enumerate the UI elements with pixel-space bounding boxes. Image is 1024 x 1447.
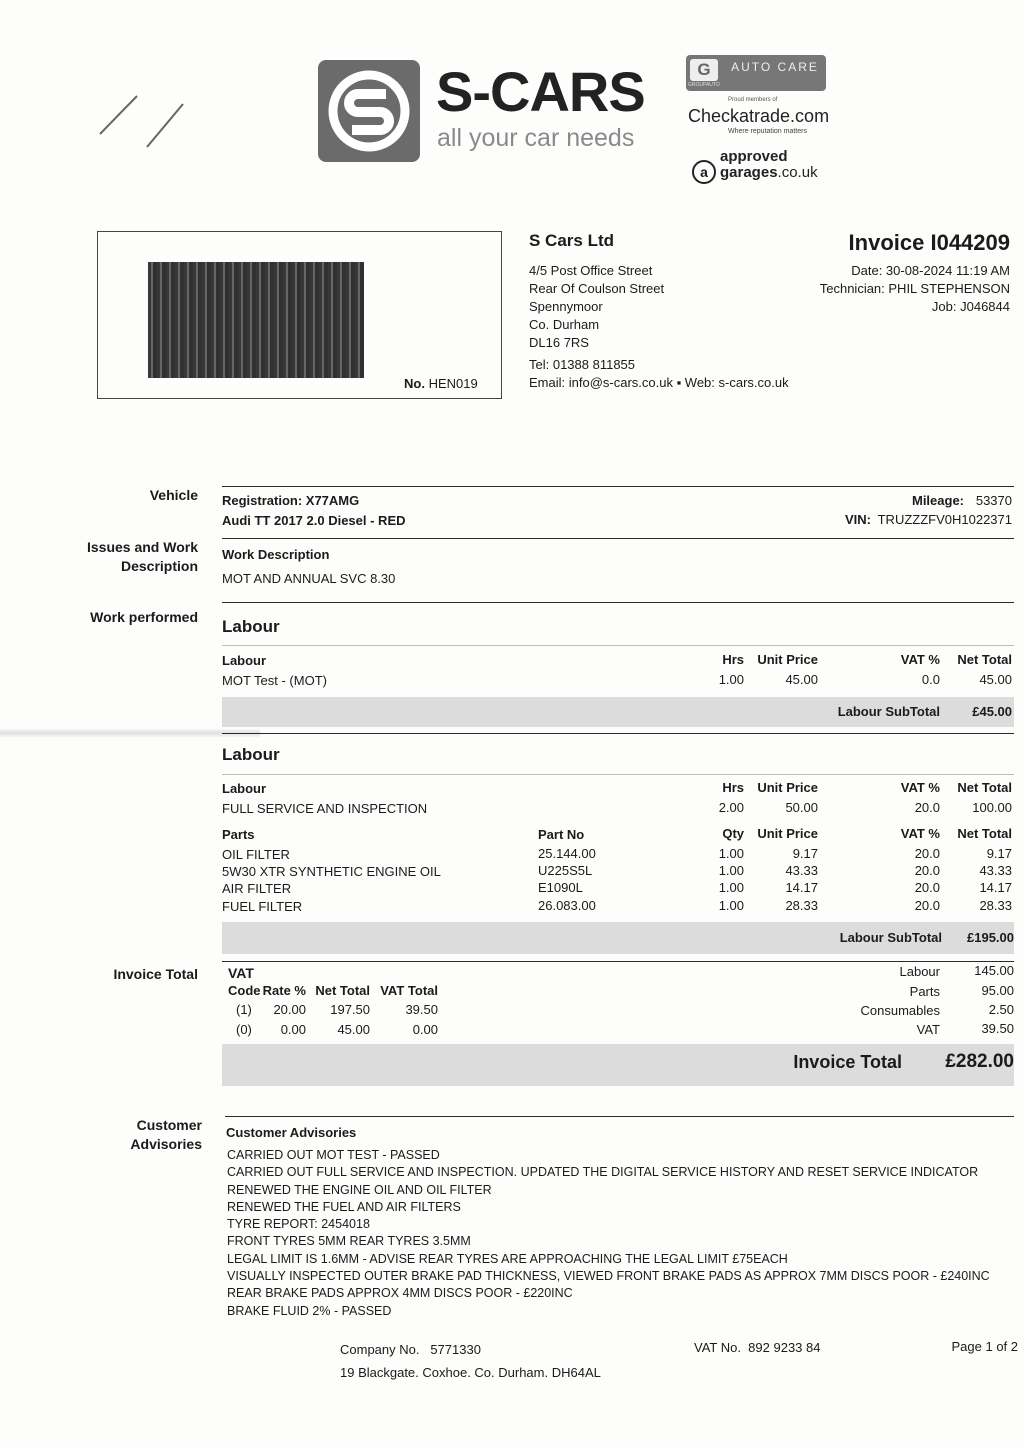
total-label-labour: Labour xyxy=(899,964,940,979)
total-label-vat: VAT xyxy=(916,1022,940,1037)
labour1-header-vat: VAT % xyxy=(900,652,940,667)
redacted-address-block xyxy=(148,262,364,378)
approved-garages-line1: approved xyxy=(720,148,788,165)
brand-tagline: all your car needs xyxy=(437,124,635,152)
parts-header-vat: VAT % xyxy=(900,826,940,841)
customer-address-box xyxy=(97,231,502,399)
approved-garages-icon: a xyxy=(692,160,716,184)
mileage-label: Mileage: xyxy=(911,493,964,508)
scan-fold-shadow xyxy=(0,728,260,738)
parts-header-unit: Unit Price xyxy=(757,826,818,841)
groupauto-icon: G xyxy=(690,59,718,81)
list-item: FRONT TYRES 5MM REAR TYRES 3.5MM xyxy=(227,1234,471,1249)
labour1-row-vat: 0.0 xyxy=(921,672,940,687)
labour1-header-net: Net Total xyxy=(957,652,1012,667)
vat-header-code: Code xyxy=(228,983,261,998)
s-cars-logo-icon xyxy=(318,60,420,162)
mileage-value: 53370 xyxy=(975,493,1012,508)
vin-value: TRUZZZFV0H1022371 xyxy=(877,512,1012,527)
list-item: REAR BRAKE PADS APPROX 4MM DISCS POOR - £220INC xyxy=(227,1286,573,1301)
vat-row-net: 45.00 xyxy=(337,1022,370,1037)
part-vat: 20.0 xyxy=(914,898,940,913)
section-label-work: Work performed xyxy=(90,609,198,625)
advisories-heading: Customer Advisories xyxy=(226,1125,357,1140)
total-value-consumables: 2.50 xyxy=(988,1002,1014,1017)
labour2-title-rule xyxy=(222,774,1014,775)
vehicle-top-rule xyxy=(222,486,1014,487)
footer-company-no: Company No. 5771330 xyxy=(340,1342,481,1357)
approved-garages-word: garages xyxy=(720,164,778,181)
company-address xyxy=(529,262,789,392)
list-item: VISUALLY INSPECTED OUTER BRAKE PAD THICKNESS, VIEWED FRONT BRAKE PADS AS APPROX 7MM DISCS POOR - £240INC xyxy=(227,1269,990,1284)
invoice-title: Invoice I044209 xyxy=(848,230,1010,255)
list-item: RENEWED THE FUEL AND AIR FILTERS xyxy=(227,1199,461,1214)
vat-row-code: (0) xyxy=(236,1022,252,1037)
section-label-vehicle: Vehicle xyxy=(149,487,198,503)
total-label-consumables: Consumables xyxy=(860,1003,940,1018)
invoice-meta xyxy=(820,262,1010,316)
company-email-web: Email: info@s-cars.co.uk ▪ Web: s-cars.co.uk xyxy=(529,375,789,390)
section-label-issues: Issues and Work Description xyxy=(86,539,198,574)
advisories-top-rule xyxy=(225,1116,1014,1117)
invoice-date: Date: 30-08-2024 11:19 AM xyxy=(851,263,1010,278)
total-label-parts: Parts xyxy=(909,984,940,999)
part-number: 25.144.00 xyxy=(538,846,596,861)
part-net: 9.17 xyxy=(986,846,1012,861)
groupauto-label: GROUPAUTO xyxy=(688,82,720,88)
parts-header-net: Net Total xyxy=(957,826,1012,841)
address-line: 4/5 Post Office Street xyxy=(529,263,653,278)
total-value-labour: 145.00 xyxy=(974,963,1014,978)
table-row: 5W30 XTR SYNTHETIC ENGINE OIL xyxy=(222,864,441,879)
vat-row-vat: 0.00 xyxy=(412,1022,438,1037)
part-qty: 1.00 xyxy=(718,846,744,861)
list-item: TYRE REPORT: 2454018 xyxy=(227,1217,370,1232)
company-tel: Tel: 01388 811855 xyxy=(529,357,636,372)
list-item: CARRIED OUT FULL SERVICE AND INSPECTION. UPDATED THE DIGITAL SERVICE HISTORY AND RESET SERVICE INDICATOR xyxy=(227,1165,979,1180)
labour2-subtotal-label: Labour SubTotal xyxy=(839,930,942,945)
checkatrade-tagline: Where reputation matters xyxy=(728,128,807,135)
labour2-row-vat: 20.0 xyxy=(914,800,940,815)
autocare-label: AUTO CARE xyxy=(731,60,819,74)
labour2-row-net: 100.00 xyxy=(972,800,1012,815)
labour1-subtotal-value: £45.00 xyxy=(972,704,1012,719)
vehicle-model: Audi TT 2017 2.0 Diesel - RED xyxy=(222,513,406,528)
vehicle-registration: Registration: X77AMG xyxy=(222,493,360,508)
address-line: Spennymoor xyxy=(529,299,603,314)
pen-mark-decoration xyxy=(95,92,195,152)
vat-row-code: (1) xyxy=(236,1002,252,1017)
vat-header-vat: VAT Total xyxy=(380,983,438,998)
work-description-heading: Work Description xyxy=(222,547,330,562)
labour2-header-net: Net Total xyxy=(957,780,1012,795)
invoice-technician: Technician: PHIL STEPHENSON xyxy=(819,281,1010,296)
labour1-row-net: 45.00 xyxy=(979,672,1012,687)
labour2-header-vat: VAT % xyxy=(900,780,940,795)
labour1-header-unit: Unit Price xyxy=(757,652,818,667)
approved-garages-domain: .co.uk xyxy=(777,164,818,181)
labour1-header-item: Labour xyxy=(222,653,267,668)
labour1-title: Labour xyxy=(222,617,280,636)
list-item: LEGAL LIMIT IS 1.6MM - ADVISE REAR TYRES ARE APPROACHING THE LEGAL LIMIT £75EACH xyxy=(227,1251,788,1266)
customer-number-label: No. xyxy=(404,376,425,391)
part-qty: 1.00 xyxy=(718,898,744,913)
part-number: E1090L xyxy=(538,880,583,895)
total-value-parts: 95.00 xyxy=(981,983,1014,998)
approved-garages-line2 xyxy=(720,164,818,181)
work-description-rule xyxy=(222,538,1014,539)
table-row: OIL FILTER xyxy=(222,847,290,862)
table-row: AIR FILTER xyxy=(222,881,292,896)
total-value-vat: 39.50 xyxy=(981,1021,1014,1036)
part-qty: 1.00 xyxy=(718,880,744,895)
labour2-subtotal-value: £195.00 xyxy=(967,930,1014,945)
labour1-title-rule xyxy=(222,645,1014,646)
address-line: DL16 7RS xyxy=(529,335,589,350)
list-item: CARRIED OUT MOT TEST - PASSED xyxy=(227,1148,440,1162)
part-net: 14.17 xyxy=(979,880,1012,895)
company-name: S Cars Ltd xyxy=(529,231,615,250)
advisories-list xyxy=(227,1147,990,1320)
labour2-header-item: Labour xyxy=(222,781,267,796)
part-vat: 20.0 xyxy=(914,863,940,878)
labour2-row-desc: FULL SERVICE AND INSPECTION xyxy=(222,801,428,816)
invoice-total-label: Invoice Total xyxy=(793,1052,902,1072)
address-line: Co. Durham xyxy=(529,317,600,332)
vat-row-net: 197.50 xyxy=(330,1002,370,1017)
labour2-title: Labour xyxy=(222,745,280,764)
labour2-top-rule xyxy=(222,733,1014,734)
part-net: 43.33 xyxy=(979,863,1012,878)
part-unit: 43.33 xyxy=(785,863,818,878)
labour1-header-hrs: Hrs xyxy=(722,652,744,667)
proud-members-text: Proud members of xyxy=(728,97,778,103)
labour1-subtotal-label: Labour SubTotal xyxy=(837,704,940,719)
labour1-top-rule xyxy=(222,602,1014,603)
customer-number xyxy=(404,376,478,391)
checkatrade-logo: Checkatrade.com xyxy=(688,106,830,126)
part-unit: 14.17 xyxy=(785,880,818,895)
footer-address: 19 Blackgate. Coxhoe. Co. Durham. DH64AL xyxy=(340,1365,601,1380)
autocare-badge xyxy=(686,55,826,91)
labour1-row-unit: 45.00 xyxy=(785,672,818,687)
brand-name: S-CARS xyxy=(436,60,645,123)
totals-top-rule xyxy=(222,961,1014,962)
vat-table-title: VAT xyxy=(228,965,254,981)
part-number: U225S5L xyxy=(538,863,593,878)
labour2-header-unit: Unit Price xyxy=(757,780,818,795)
parts-header-item: Parts xyxy=(222,827,255,842)
vat-row-vat: 39.50 xyxy=(405,1002,438,1017)
footer-page-number: Page 1 of 2 xyxy=(951,1339,1018,1354)
vat-row-rate: 20.00 xyxy=(273,1002,306,1017)
parts-header-qty: Qty xyxy=(722,826,744,841)
invoice-total-value: £282.00 xyxy=(945,1051,1014,1072)
part-qty: 1.00 xyxy=(718,863,744,878)
labour1-row-hrs: 1.00 xyxy=(718,672,744,687)
section-label-advisories: Customer Advisories xyxy=(130,1117,202,1152)
footer-vat-no: VAT No. 892 9233 84 xyxy=(694,1340,821,1355)
vin-label: VIN: xyxy=(845,512,871,527)
vat-row-rate: 0.00 xyxy=(280,1022,306,1037)
labour2-row-hrs: 2.00 xyxy=(718,800,744,815)
section-label-total: Invoice Total xyxy=(113,966,198,982)
labour2-row-unit: 50.00 xyxy=(785,800,818,815)
address-line: Rear Of Coulson Street xyxy=(529,281,665,296)
vat-header-rate: Rate % xyxy=(262,983,306,998)
part-number: 26.083.00 xyxy=(538,898,596,913)
part-unit: 28.33 xyxy=(785,898,818,913)
customer-number-value: HEN019 xyxy=(428,376,478,391)
vat-header-net: Net Total xyxy=(315,983,370,998)
list-item: BRAKE FLUID 2% - PASSED xyxy=(227,1303,392,1318)
table-row: FUEL FILTER xyxy=(222,899,303,914)
invoice-job: Job: J046844 xyxy=(931,299,1010,314)
labour1-row-desc: MOT Test - (MOT) xyxy=(222,673,327,688)
labour2-header-hrs: Hrs xyxy=(722,780,744,795)
parts-header-partno: Part No xyxy=(538,827,585,842)
part-net: 28.33 xyxy=(979,898,1012,913)
part-vat: 20.0 xyxy=(914,846,940,861)
list-item: RENEWED THE ENGINE OIL AND OIL FILTER xyxy=(227,1182,492,1197)
part-unit: 9.17 xyxy=(792,846,818,861)
work-description-text: MOT AND ANNUAL SVC 8.30 xyxy=(222,571,396,586)
part-vat: 20.0 xyxy=(914,880,940,895)
